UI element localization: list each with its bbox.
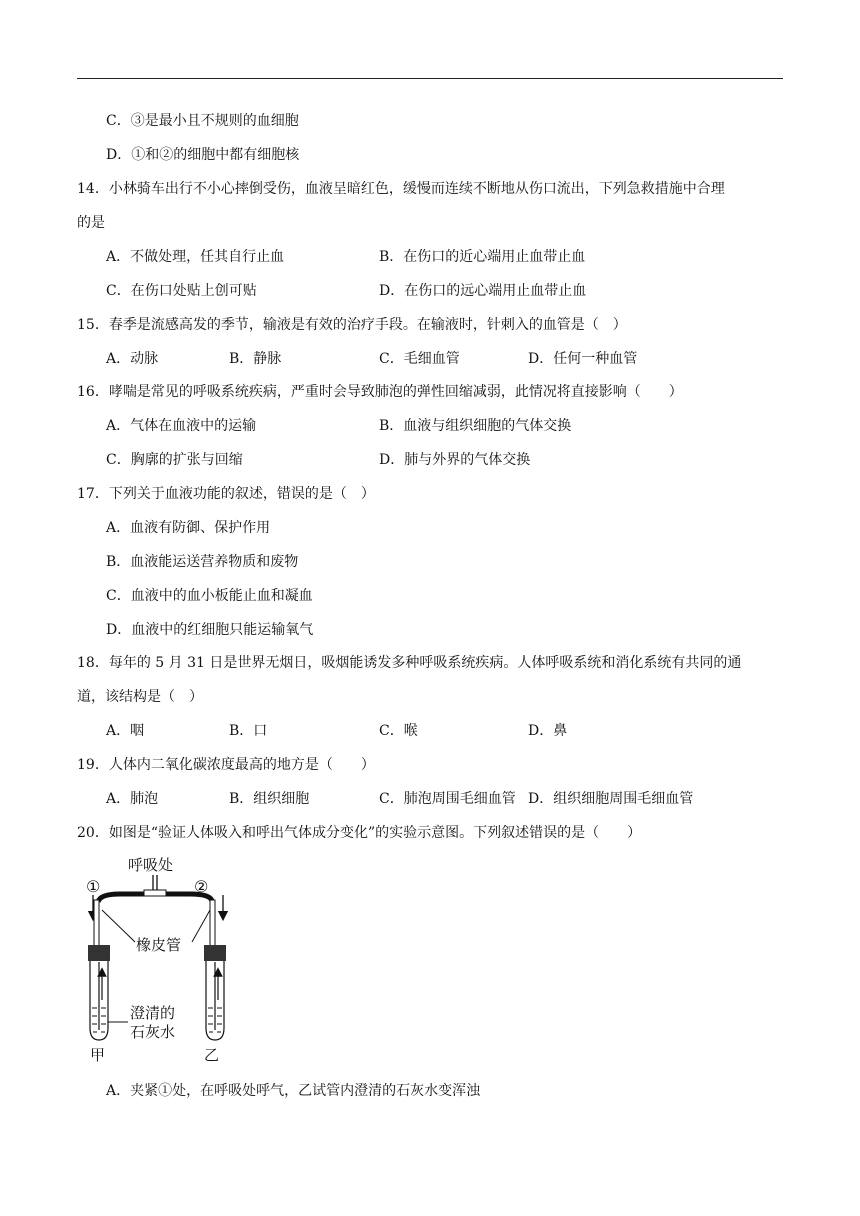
q17-option-a: A．血液有防御、保护作用 xyxy=(106,520,271,536)
q17-stem: 17．下列关于血液功能的叙述，错误的是（ ） xyxy=(77,486,375,502)
q15-option-d: D．任何一种血管 xyxy=(528,351,638,367)
q14-option-c: C．在伤口处贴上创可贴 xyxy=(106,283,257,299)
q19-stem: 19．人体内二氧化碳浓度最高的地方是（ ） xyxy=(77,757,375,773)
label-jia: 甲 xyxy=(90,1046,106,1064)
q15-option-c: C．毛细血管 xyxy=(379,351,460,367)
q19-option-c: C．肺泡周围毛细血管 xyxy=(379,791,516,807)
q15-option-a: A．动脉 xyxy=(106,351,159,367)
label-2: ② xyxy=(194,877,209,896)
q15-stem: 15．春季是流感高发的季节，输液是有效的治疗手段。在输液时，针刺入的血管是（ ） xyxy=(77,317,627,333)
header-rule xyxy=(77,78,783,79)
q14-option-b: B．在伤口的近心端用止血带止血 xyxy=(379,249,586,265)
q14-option-d: D．在伤口的远心端用止血带止血 xyxy=(379,283,587,299)
q18-option-a: A．咽 xyxy=(106,723,145,739)
q17-option-c: C．血液中的血小板能止血和凝血 xyxy=(106,588,313,604)
q19-option-d: D．组织细胞周围毛细血管 xyxy=(528,791,694,807)
label-tube: 橡皮管 xyxy=(136,936,182,954)
q16-option-c: C．胸廓的扩张与回缩 xyxy=(106,452,243,468)
label-breath: 呼吸处 xyxy=(128,856,174,874)
q14-stem-line2: 的是 xyxy=(77,215,105,231)
q18-stem-line1: 18．每年的 5 月 31 日是世界无烟日，吸烟能诱发多种呼吸系统疾病。人体呼吸系统和消化系统有共同的通 xyxy=(77,655,742,671)
q13-option-d: D．①和②的细胞中都有细胞核 xyxy=(106,147,300,163)
q18-option-b: B．口 xyxy=(229,723,268,739)
q16-option-d: D．肺与外界的气体交换 xyxy=(379,452,531,468)
label-lime-1: 澄清的 xyxy=(130,1004,176,1022)
label-1: ① xyxy=(86,877,101,896)
q18-option-d: D．鼻 xyxy=(528,723,568,739)
q18-option-c: C．喉 xyxy=(379,723,418,739)
q14-stem-line1: 14．小林骑车出行不小心摔倒受伤，血液呈暗红色，缓慢而连续不断地从伤口流出，下列急救措施中合理 xyxy=(77,181,725,197)
q14-option-a: A．不做处理，任其自行止血 xyxy=(106,249,285,265)
experiment-figure xyxy=(80,850,250,1065)
q16-option-a: A．气体在血液中的运输 xyxy=(106,418,257,434)
q17-option-b: B．血液能运送营养物质和废物 xyxy=(106,554,299,570)
q15-option-b: B．静脉 xyxy=(229,351,282,367)
q19-option-b: B．组织细胞 xyxy=(229,791,310,807)
label-lime-2: 石灰水 xyxy=(130,1023,176,1041)
q19-option-a: A．肺泡 xyxy=(106,791,159,807)
label-yi: 乙 xyxy=(204,1046,220,1064)
q18-stem-line2: 道，该结构是（ ） xyxy=(77,689,203,705)
q16-stem: 16．哮喘是常见的呼吸系统疾病，严重时会导致肺泡的弹性回缩减弱，此情况将直接影响（ ） xyxy=(77,384,683,400)
q20-stem: 20．如图是“验证人体吸入和呼出气体成分变化”的实验示意图。下列叙述错误的是（ ） xyxy=(77,825,642,841)
q20-option-a: A．夹紧①处，在呼吸处呼气，乙试管内澄清的石灰水变浑浊 xyxy=(106,1083,481,1099)
q13-option-c: C．③是最小且不规则的血细胞 xyxy=(106,113,299,129)
q16-option-b: B．血液与组织细胞的气体交换 xyxy=(379,418,572,434)
q17-option-d: D．血液中的红细胞只能运输氧气 xyxy=(106,622,314,638)
